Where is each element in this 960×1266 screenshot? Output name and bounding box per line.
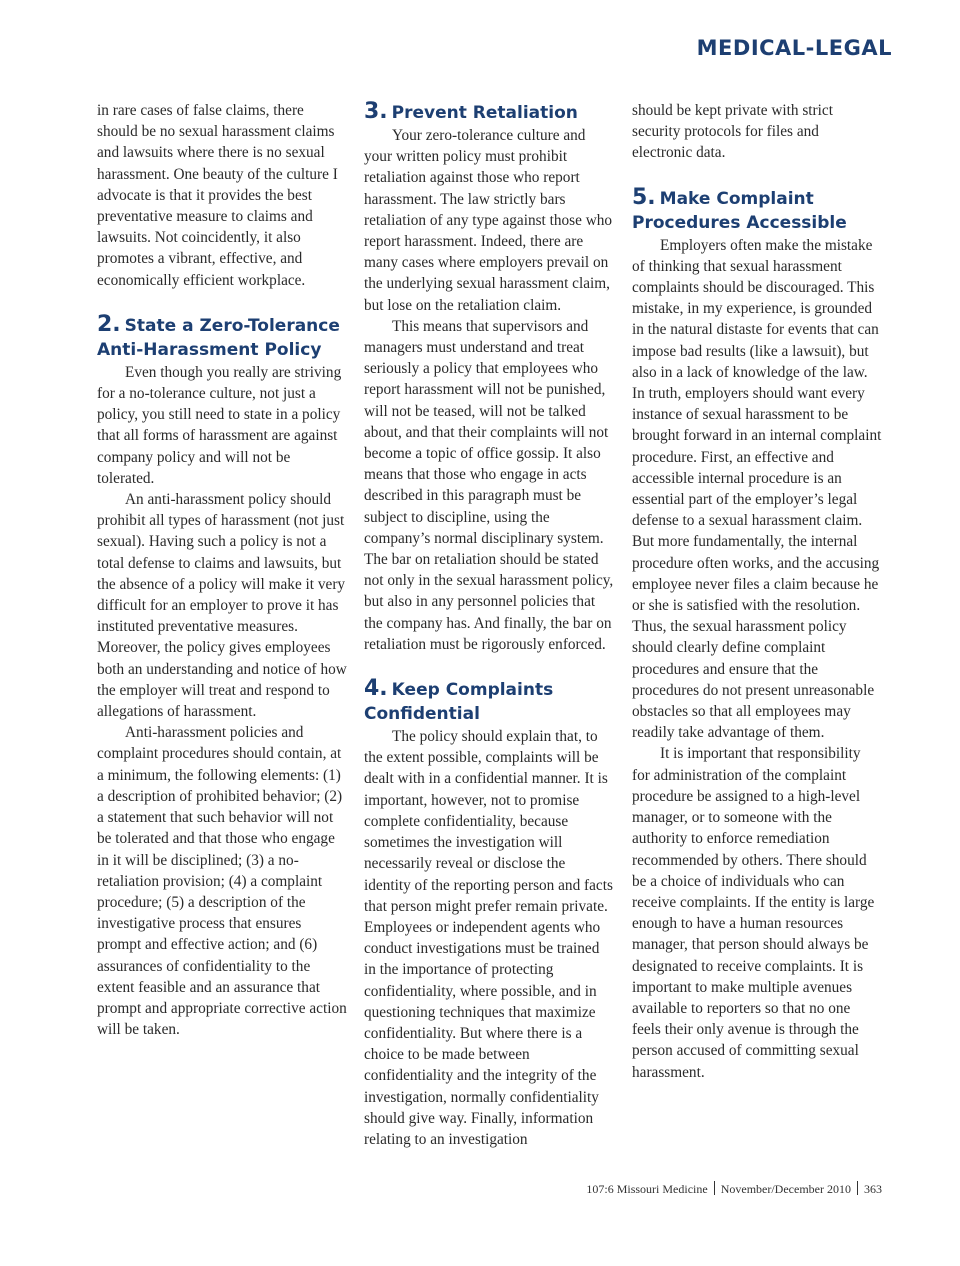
paragraph: Even though you really are striving for a no-tolerance culture, not just a policy, you still need to state in a policy that all forms of harassment are against company policy and will not be tolerated.: [97, 363, 342, 487]
paragraph: An anti-harassment policy should prohibit all types of harassment (not just sexual). Having such a policy is not a total defense to claims and lawsuits, but the absence of a policy will make it very difficult for an employer to prove it has instituted preventative measures. Moreover, the policy gives employees both an understanding and notice of how the employer will treat and respond to allegations of harassment.: [97, 491, 347, 721]
section-heading-4: [364, 677, 614, 726]
page-number: 363: [864, 1182, 882, 1196]
section-title: Keep Complaints Confidential: [364, 680, 554, 725]
section-number: 2.: [97, 311, 121, 337]
section-number: 5.: [632, 184, 656, 210]
paragraph: Employers often make the mistake of thinking that sexual harassment complaints should be discouraged. This mistake, in my experience, is grounded in the natural distaste for events that can impose bad results (like a lawsuit), but also in a lack of knowledge of the law. In truth, employers should want every instance of sexual harassment to be brought forward in an internal complaint procedure. First, an effective and accessible internal procedure is an essential part of the employer’s legal defense to a sexual harassment claim. But more fundamentally, the internal procedure often works, and the accusing employee never files a claim because he or she is satisfied with the resolution. Thus, the sexual harassment policy should clearly define complaint procedures and ensure that the procedures do not present unreasonable obstacles so that all employees may readily take advantage of them.: [632, 236, 882, 742]
footer-divider: [857, 1181, 858, 1195]
issue-date: November/December 2010: [720, 1182, 851, 1196]
paragraph: Anti-harassment policies and complaint procedures should contain, at a minimum, the following elements: (1) a description of prohibited behavior; (2) a statement that such behavior will not be tolerated and that those who engage in it will be disciplined; (3) a no-retaliation provision; (4) a complaint procedure; (5) a description of the investigative process that ensures prompt and effective action; and (6) assurances of confidentiality to the extent feasible and an assurance that prompt and appropriate corrective action will be taken.: [97, 724, 347, 1039]
section-number: 4.: [364, 676, 388, 702]
section-label: MEDICAL-LEGAL: [696, 36, 892, 60]
section-title: State a Zero-Tolerance Anti-Harassment Policy: [97, 315, 340, 360]
section-heading-2: [97, 313, 347, 362]
paragraph: The policy should explain that, to the extent possible, complaints will be dealt with in a confidential manner. It is important, however, not to promise complete confidentiality, because sometimes the investigation will necessarily reveal or disclose the identity of the reporting person and facts that person might prefer remain private. Employees or independent agents who conduct investigations must be trained in the importance of protecting confidentiality, where possible, and in questioning techniques that maximize confidentiality. But where there is a choice to be made between confidentiality and the integrity of the investigation, normally confidentiality should give way. Finally, information relating to an investigation: [364, 728, 613, 1148]
paragraph: This means that supervisors and managers must understand and treat seriously a policy that employees who report harassment will not be punished, will not be teased, will not be talked about, and that their complaints will not become a topic of office gossip. It also means that those who engage in acts described in this paragraph must be subject to discipline, using the company’s normal disciplinary system. The bar on retaliation should be stated not only in the sexual harassment policy, but also in any personnel policies that the company has. And finally, the bar on retaliation must be rigorously enforced.: [364, 317, 614, 653]
paragraph: It is important that responsibility for administration of the complaint procedure be assigned to a high-level manager, or to someone with the authority to enforce remediation recommended by others. There should be a choice of individuals who can receive complaints. If the entity is large enough to have a human resources manager, that person should always be designated to receive complaints. It is important to make multiple avenues available to reporters so that no one feels their only avenue is through the person accused of committing sexual harassment.: [632, 745, 875, 1081]
column-2: [364, 100, 614, 1150]
section-heading-5: [632, 186, 882, 235]
section-heading-3: [364, 100, 614, 125]
page-footer: [586, 1181, 882, 1197]
section-number: 3.: [364, 99, 388, 124]
paragraph: Your zero-tolerance culture and your written policy must prohibit retaliation against those who report harassment. The law strictly bars retaliation of any type against those who report harassment. Indeed, there are many cases where employers prevail on the underlying sexual harassment claim, but lose on the retaliation claim.: [364, 127, 613, 314]
journal-name: 107:6 Missouri Medicine: [586, 1182, 708, 1196]
column-1: [97, 100, 347, 1040]
column-3: [632, 100, 882, 1083]
section-title: Prevent Retaliation: [391, 103, 578, 123]
section-title: Make Complaint Procedures Accessible: [632, 188, 847, 233]
paragraph: in rare cases of false claims, there should be no sexual harassment claims and lawsuits where there is no sexual harassment. One beauty of the culture I advocate is that it provides the best preventative measure to claims and lawsuits. Not coincidently, it also promotes a vibrant, effective, and economically efficient workplace.: [97, 102, 338, 289]
footer-divider: [714, 1181, 715, 1195]
paragraph: should be kept private with strict security protocols for files and electronic data.: [632, 102, 833, 162]
